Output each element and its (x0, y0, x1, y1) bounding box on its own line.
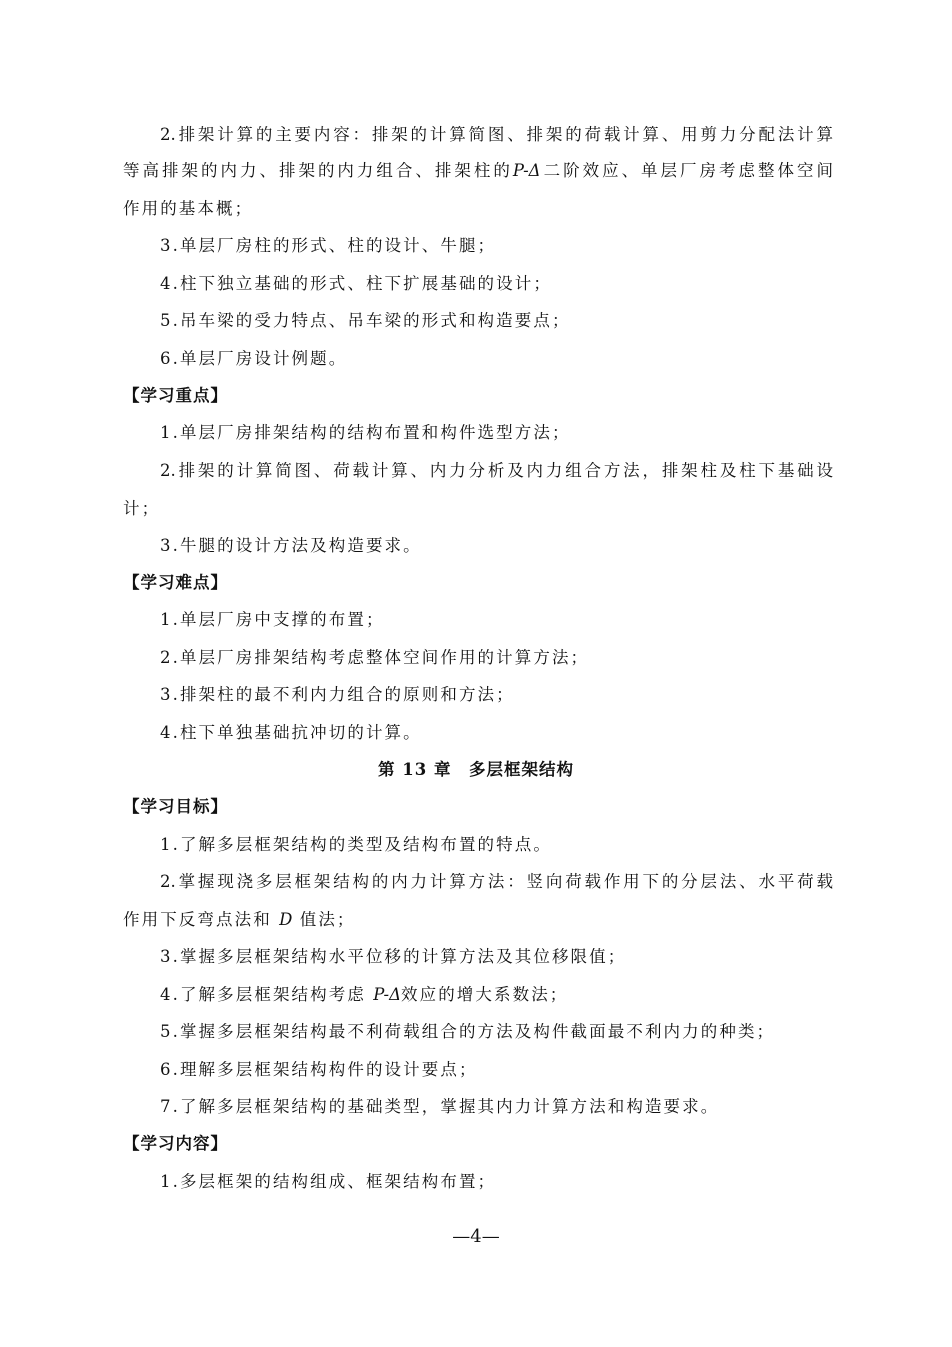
list-item: 6.理解多层框架结构构件的设计要点； (160, 1060, 478, 1079)
list-item: 5.吊车梁的受力特点、吊车梁的形式和构造要点； (160, 311, 571, 330)
list-item: 6.单层厂房设计例题。 (160, 349, 348, 368)
list-item: 2.单层厂房排架结构考虑整体空间作用的计算方法； (160, 648, 590, 667)
italic-term: P-Δ (373, 985, 401, 1004)
list-item: 3.牛腿的设计方法及构造要求。 (160, 536, 422, 555)
text-span: 4.了解多层框架结构考虑 (160, 985, 374, 1004)
paragraph-line: 2.排架计算的主要内容：排架的计算简图、排架的荷载计算、用剪力分配法计算 (160, 125, 833, 144)
italic-term: P-Δ (512, 161, 541, 180)
list-item: 2.掌握现浇多层框架结构的内力计算方法：竖向荷载作用下的分层法、水平荷载 (160, 872, 833, 891)
list-item: 3.单层厂房柱的形式、柱的设计、牛腿； (160, 236, 497, 255)
list-item: 1.单层厂房排架结构的结构布置和构件选型方法； (160, 423, 571, 442)
list-item (160, 983, 833, 1007)
list-item: 3.排架柱的最不利内力组合的原则和方法； (160, 685, 515, 704)
text-span: 效应的增大系数法； (401, 985, 569, 1004)
list-item: 1.了解多层框架结构的类型及结构布置的特点。 (160, 835, 552, 854)
italic-term: D (279, 910, 293, 929)
section-heading-difficult: 【学习难点】 (123, 573, 228, 592)
section-heading-focus: 【学习重点】 (123, 386, 228, 405)
text-span: 二阶效应、单层厂房考虑整体空间 (540, 161, 834, 180)
text-span: 等高排架的内力、排架的内力组合、排架柱的 (123, 161, 513, 180)
list-item: 2.排架的计算简图、荷载计算、内力分析及内力组合方法，排架柱及柱下基础设 (160, 461, 833, 480)
list-item: 4.柱下独立基础的形式、柱下扩展基础的设计； (160, 274, 552, 293)
text-span: 值法； (292, 910, 356, 929)
section-heading-goal: 【学习目标】 (123, 797, 228, 816)
paragraph-line: 作用的基本概； (123, 199, 254, 218)
chapter-title: 第 13 章 多层框架结构 (378, 760, 574, 779)
list-item: 4.柱下单独基础抗冲切的计算。 (160, 723, 422, 742)
paragraph-line (123, 908, 833, 932)
text-span: 作用下反弯点法和 (123, 910, 280, 929)
section-heading-content: 【学习内容】 (123, 1134, 228, 1153)
paragraph-line (123, 159, 833, 183)
list-item: 3.掌握多层框架结构水平位移的计算方法及其位移限值； (160, 947, 627, 966)
list-item: 1.单层厂房中支撑的布置； (160, 610, 385, 629)
list-item: 1.多层框架的结构组成、框架结构布置； (160, 1172, 497, 1191)
paragraph-line: 计； (123, 499, 161, 518)
page-number: —4— (452, 1226, 500, 1247)
list-item: 5.掌握多层框架结构最不利荷载组合的方法及构件截面最不利内力的种类； (160, 1022, 776, 1041)
list-item: 7.了解多层框架结构的基础类型，掌握其内力计算方法和构造要求。 (160, 1097, 720, 1116)
